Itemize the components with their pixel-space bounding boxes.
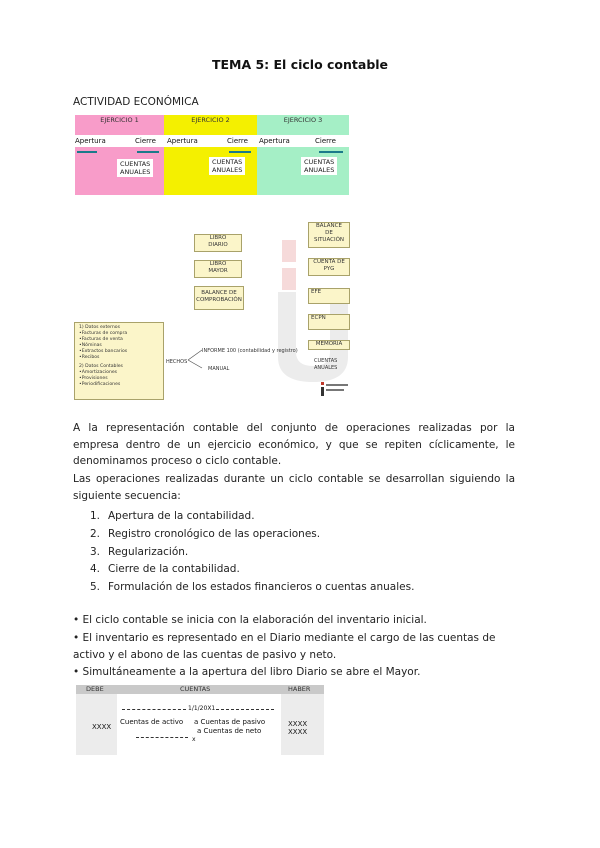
informe-label: INFORME 100 (contabilidad y registro) bbox=[202, 348, 298, 354]
x-mark: x bbox=[192, 736, 196, 743]
date-line bbox=[122, 709, 186, 710]
credit-amount: XXXX bbox=[288, 720, 308, 728]
exercise-2-close: Cierre bbox=[227, 137, 248, 145]
list-item: 3. Regularización. bbox=[90, 545, 189, 558]
exercise-3-header: EJERCICIO 3 bbox=[283, 116, 323, 124]
ecpn-box: ECPN bbox=[308, 314, 350, 330]
paragraph-sequence: Las operaciones realizadas durante un ciclo contable se desarrollan siguiendo la siguiente secuencia: bbox=[73, 473, 515, 502]
date-line bbox=[216, 709, 274, 710]
exercise-1-header: EJERCICIO 1 bbox=[100, 116, 139, 124]
entry-date: 1/1/20X1 bbox=[188, 705, 216, 712]
accounting-cycle-diagram bbox=[74, 218, 354, 400]
panel-line: •Periodificaciones bbox=[79, 382, 121, 387]
exercise-3-column bbox=[257, 115, 349, 195]
journal-header bbox=[76, 685, 324, 694]
exercise-1-open: Apertura bbox=[75, 137, 106, 145]
journal-entry-figure bbox=[76, 685, 324, 755]
exercise-2-header: EJERCICIO 2 bbox=[191, 116, 230, 124]
source-data-panel bbox=[74, 322, 164, 400]
debit-amount: XXXX bbox=[92, 723, 112, 731]
exercise-1-close: Cierre bbox=[135, 137, 156, 145]
exercise-1-annual-accounts: CUENTAS ANUALES bbox=[117, 159, 153, 177]
balance-comprobacion-box: BALANCE DE COMPROBACIÓN bbox=[194, 286, 244, 310]
timeline-tick bbox=[137, 151, 159, 153]
debe-header: DEBE bbox=[86, 685, 104, 693]
panel-line: •Facturas de compra bbox=[79, 331, 128, 336]
haber-header: HABER bbox=[288, 685, 311, 693]
bullet-item: • Simultáneamente a la apertura del libro Diario se abre el Mayor. bbox=[73, 666, 421, 678]
paragraph-definition: A la representación contable del conjunto de operaciones realizadas por la empresa dentro de un ejercicio económico, y que se repiten cíclicamente, le denominamos proceso o ciclo contable. bbox=[73, 422, 515, 467]
flow-arrows bbox=[186, 346, 210, 372]
panel-line: •Recibos bbox=[79, 355, 100, 360]
watermark-logo bbox=[278, 232, 348, 382]
page-title: TEMA 5: El ciclo contable bbox=[211, 57, 389, 72]
panel-line: •Provisiones bbox=[79, 376, 108, 381]
panel-line: 2) Datos Contables bbox=[79, 364, 123, 369]
credit-account-neto: a Cuentas de neto bbox=[197, 727, 262, 735]
debit-account: Cuentas de activo bbox=[120, 718, 184, 726]
timeline-tick bbox=[77, 151, 97, 153]
exercise-2-column bbox=[164, 115, 257, 195]
list-item: 5. Formulación de los estados financieros o cuentas anuales. bbox=[90, 581, 415, 594]
section-heading: ACTIVIDAD ECONÓMICA bbox=[73, 96, 199, 108]
panel-line: •Facturas de venta bbox=[79, 337, 123, 342]
cuentas-anuales-label: CUENTAS ANUALES bbox=[314, 358, 338, 371]
exercise-1-column bbox=[75, 115, 164, 195]
credit-account-pasivo: a Cuentas de pasivo bbox=[194, 718, 266, 726]
exercise-timeline-figure bbox=[75, 115, 349, 195]
hechos-label: HECHOS bbox=[166, 359, 188, 365]
panel-line: •Amortizaciones bbox=[79, 370, 118, 375]
panel-line: •Nóminas bbox=[79, 343, 102, 348]
university-logo bbox=[320, 380, 350, 398]
list-item: 2. Registro cronológico de las operaciones. bbox=[90, 527, 321, 540]
panel-line: •Extractos bancarios bbox=[79, 349, 128, 354]
exercise-3-close: Cierre bbox=[315, 137, 336, 145]
timeline-tick bbox=[319, 151, 343, 153]
efe-box: EFE bbox=[308, 288, 350, 304]
exercise-2-open: Apertura bbox=[167, 137, 198, 145]
exercise-3-open: Apertura bbox=[259, 137, 290, 145]
bullet-item: • El inventario es representado en el Diario mediante el cargo de las cuentas de activo y el abono de las cuentas de pasivo y neto. bbox=[73, 632, 496, 661]
libro-mayor-box: LIBRO MAYOR bbox=[194, 260, 242, 278]
timeline-band bbox=[75, 135, 349, 147]
timeline-tick bbox=[229, 151, 251, 153]
cuentas-header: CUENTAS bbox=[180, 685, 211, 693]
balance-situacion-box: BALANCE DE SITUACIÓN bbox=[308, 222, 350, 248]
bullet-item: • El ciclo contable se inicia con la elaboración del inventario inicial. bbox=[73, 614, 427, 626]
libro-diario-box: LIBRO DIARIO bbox=[194, 234, 242, 252]
manual-label: MANUAL bbox=[208, 366, 230, 372]
cuenta-pyg-box: CUENTA DE PYG bbox=[308, 258, 350, 276]
list-item: 1. Apertura de la contabilidad. bbox=[90, 510, 255, 522]
steps-list bbox=[90, 508, 414, 597]
exercise-2-annual-accounts: CUENTAS ANUALES bbox=[209, 157, 245, 175]
closing-line bbox=[136, 737, 188, 738]
memoria-box: MEMORIA bbox=[308, 340, 350, 350]
credit-amount: XXXX bbox=[288, 728, 308, 736]
list-item: 4. Cierre de la contabilidad. bbox=[90, 563, 240, 576]
exercise-3-annual-accounts: CUENTAS ANUALES bbox=[301, 157, 337, 175]
panel-line: 1) Datos externos bbox=[79, 325, 121, 330]
